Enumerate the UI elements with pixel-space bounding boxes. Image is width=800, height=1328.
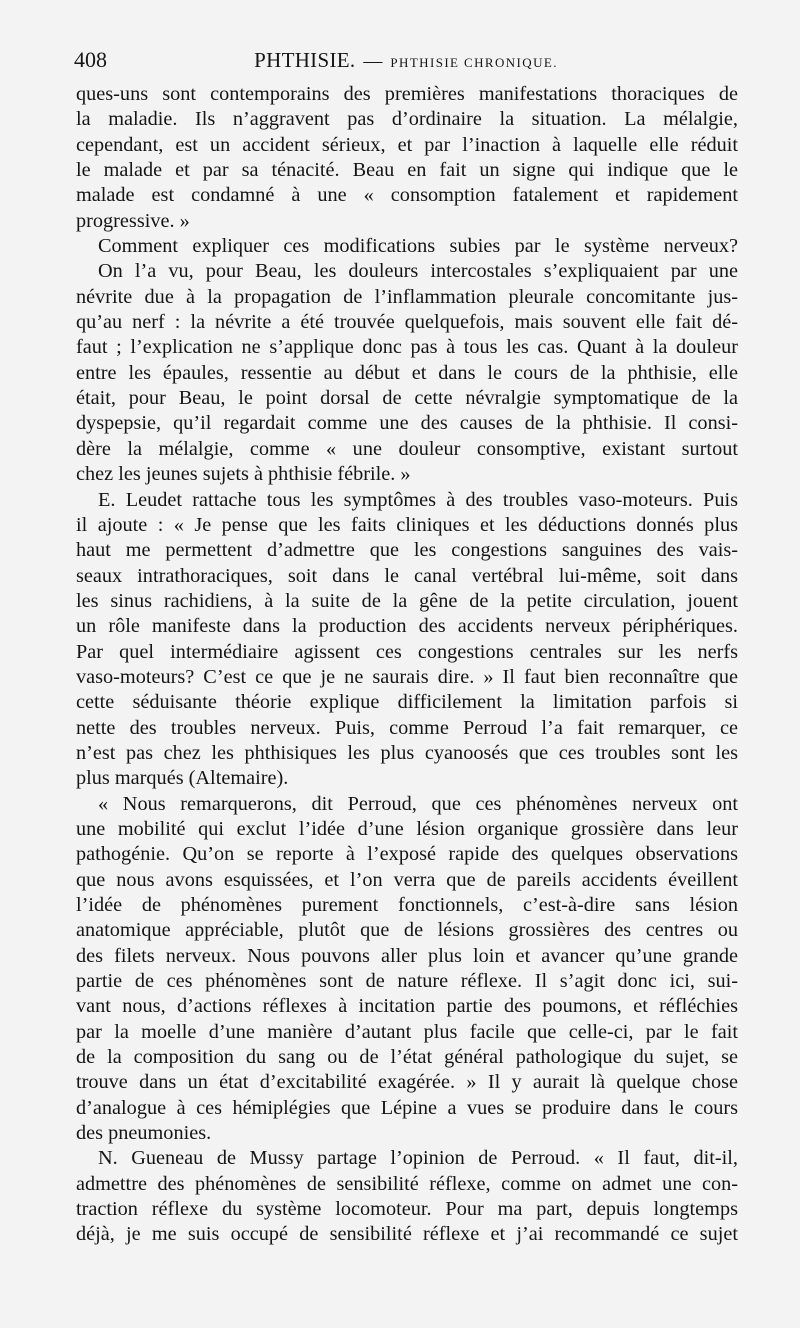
running-separator: —	[363, 51, 383, 72]
text-line: faut ; l’explication ne s’applique donc pas à tous les cas. Quant à la douleur	[76, 336, 738, 359]
text-line: était, pour Beau, le point dorsal de cette névralgie symptomatique de la	[76, 387, 738, 410]
text-line: cette séduisante théorie explique difficilement la limitation parfois si	[76, 691, 738, 714]
text-line: pathogénie. Qu’on se reporte à l’exposé rapide des quelques observations	[76, 843, 738, 866]
running-head	[74, 42, 738, 81]
body-text	[76, 82, 738, 1248]
text-line: partie de ces phénomènes sont de nature réflexe. Il s’agit donc ici, sui-	[76, 970, 738, 993]
text-line: traction réflexe du système locomoteur. Pour ma part, depuis longtemps	[76, 1198, 738, 1221]
text-line: qu’au nerf : la névrite a été trouvée quelquefois, mais souvent elle fait dé-	[76, 311, 738, 334]
text-line: dyspepsie, qu’il regardait comme une des causes de la phthisie. Il consi-	[76, 412, 738, 435]
text-line: de la composition du sang ou de l’état général pathologique du sujet, se	[76, 1046, 738, 1069]
text-line: entre les épaules, ressentie au début et dans le cours de la phthisie, elle	[76, 361, 738, 384]
text-line: l’idée de phénomènes purement fonctionnels, c’est-à-dire sans lésion	[76, 894, 738, 916]
text-line: un rôle manifeste dans la production des accidents nerveux périphériques.	[76, 615, 738, 638]
text-line: trouve dans un état d’excitabilité exagérée. » Il y aurait là quelque chose	[76, 1071, 738, 1094]
text-line: des pneumonies.	[76, 1122, 212, 1145]
text-line: des filets nerveux. Nous pouvons aller plus loin et avancer qu’une grande	[76, 944, 738, 967]
text-line: par la moelle d’une manière d’autant plus facile que celle-ci, par le fait	[76, 1020, 738, 1043]
text-line: N. Gueneau de Mussy partage l’opinion de Perroud. « Il faut, dit-il,	[98, 1147, 738, 1170]
text-line: seaux intrathoraciques, soit dans le canal vertébral lui-même, soit dans	[76, 564, 738, 587]
text-line: progressive. »	[76, 209, 190, 232]
text-line: Par quel intermédiaire agissent ces congestions centrales sur les nerfs	[76, 640, 738, 663]
text-line: admettre des phénomènes de sensibilité réflexe, comme on admet une con-	[76, 1172, 738, 1195]
text-line: vant nous, d’actions réflexes à incitation partie des poumons, et réfléchies	[76, 995, 738, 1018]
text-line: une mobilité qui exclut l’idée d’une lésion organique grossière dans leur	[76, 817, 738, 840]
text-line: plus marqués (Altemaire).	[76, 767, 289, 790]
text-line: malade est condamné à une « consomption fatalement et rapidement	[76, 184, 738, 207]
text-line: les sinus rachidiens, à la suite de la gêne de la petite circulation, jouent	[76, 589, 738, 612]
running-subtitle: PHTHISIE CHRONIQUE.	[390, 55, 558, 70]
text-line: « Nous remarquerons, dit Perroud, que ces phénomènes nerveux ont	[98, 792, 738, 815]
text-line: n’est pas chez les phthisiques les plus cyanoosés que ces troubles sont les	[76, 741, 738, 764]
text-line: On l’a vu, pour Beau, les douleurs intercostales s’expliquaient par une	[98, 260, 738, 283]
text-line: il ajoute : « Je pense que les faits cliniques et les déductions donnés plus	[76, 513, 738, 536]
text-line: dère la mélalgie, comme « une douleur consomptive, existant surtout	[76, 437, 738, 460]
text-line: anatomique appréciable, plutôt que de lésions grossières des centres ou	[76, 919, 738, 942]
text-line: déjà, je me suis occupé de sensibilité réflexe et j’ai recommandé ce sujet	[76, 1223, 738, 1246]
text-line: d’analogue à ces hémiplégies que Lépine a vues se produire dans le cours	[76, 1096, 738, 1119]
text-line: Comment expliquer ces modifications subies par le système nerveux?	[98, 235, 738, 258]
text-line: la maladie. Ils n’aggravent pas d’ordinaire la situation. La mélalgie,	[76, 108, 738, 131]
text-line: E. Leudet rattache tous les symptômes à des troubles vaso-moteurs. Puis	[98, 488, 738, 511]
text-line: nette des troubles nerveux. Puis, comme Perroud l’a fait remarquer, ce	[76, 716, 738, 739]
text-line: le malade et par sa ténacité. Beau en fait un signe qui indique que le	[76, 159, 738, 182]
page-number: 408	[74, 47, 107, 72]
text-line: chez les jeunes sujets à phthisie fébrile. »	[76, 463, 411, 486]
text-line: cependant, est un accident sérieux, et par l’inaction à laquelle elle réduit	[76, 133, 738, 156]
text-line: vaso-moteurs? C’est ce que je ne saurais dire. » Il faut bien reconnaître que	[76, 665, 738, 688]
text-line: haut me permettent d’admettre que les congestions sanguines des vais-	[76, 539, 738, 562]
running-title: PHTHISIE.	[254, 48, 356, 72]
page-header	[74, 42, 738, 78]
text-line: que nous avons esquissées, et l’on verra que de pareils accidents éveillent	[76, 868, 738, 891]
text-line: ques-uns sont contemporains des premières manifestations thoraciques de	[76, 83, 738, 105]
text-line: névrite due à la propagation de l’inflammation pleurale concomitante jus-	[76, 285, 738, 308]
